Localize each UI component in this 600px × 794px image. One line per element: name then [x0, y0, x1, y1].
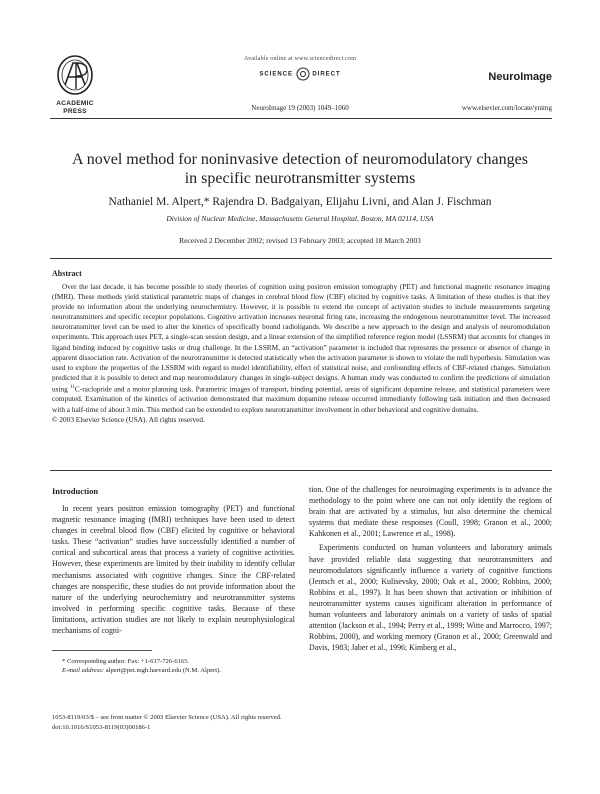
received-dates: Received 2 December 2002; revised 13 February 2003; accepted 18 March 2003	[179, 236, 421, 245]
abstract-copyright: © 2003 Elsevier Science (USA). All rights reserved.	[52, 414, 205, 424]
email-label: E-mail address:	[62, 667, 105, 674]
article-title	[40, 150, 560, 188]
introduction-heading: Introduction	[52, 486, 99, 496]
doi-line[interactable]: doi:10.1016/S1053-8119(03)00186-1	[52, 724, 151, 731]
email-address[interactable]: alpert@pet.mgh.harvard.edu (N.M. Alpert).	[104, 667, 221, 674]
publisher-name-line1: ACADEMIC	[56, 100, 94, 107]
abstract-text-part1: Over the last decade, it has become possible to study theories of cognition using positron emission tomography (PET) and functional magnetic resonance imaging (fMRI). These methods yield statistical parametric maps of changes in cerebral blood flow (CBF) elicited by cognitive tasks. A limitation of these studies is that they provide no information about the underlying neurochemistry. However, it is possible to extend the concept of activation studies to include measurements targeting neurotransmitters and specific receptor populations. Cognitive activation increases neuronal firing rate, increasing the endogenous neurotransmitter level. The increased neurotransmitter level can be used to alter the kinetics of specifically bound radioligands. We describe a new approach to the design and analysis of neuromodulation experiments. This approach uses PET, a single-scan session design, and a linear extension of the simplified reference region model (LSSRM) that accounts for changes in ligand binding induced by cognitive tasks or drug challenge. In the LSSRM, an “activation” parameter is included that represents the presence or absence of change in apparent dissociation rate. Activation of the neurotransmitter is detected statistically when the activation parameter is shown to violate the null hypothesis. Simulation was used to explore the properties of the LSSRM with regard to model identifiability, effect of statistical noise, and confounding effects of CBF-related changes. Simulation predicted that it is possible to detect and map neuromodulatory changes in single-subject designs. A human study was conducted to confirm the predictions of simulation using	[52, 282, 550, 394]
abstract-body	[52, 282, 550, 425]
author-list: Nathaniel M. Alpert,* Rajendra D. Badgaiyan, Elijahu Livni, and Alan J. Fischman	[108, 196, 492, 208]
journal-name: NeuroImage	[488, 71, 552, 83]
journal-url[interactable]: www.elsevier.com/locate/ynimg	[461, 104, 552, 112]
journal-citation: NeuroImage 19 (2003) 1049–1060	[251, 104, 349, 112]
intro-right-column	[309, 484, 552, 653]
email-footnote	[52, 666, 295, 675]
title-line-2: in specific neurotransmitter systems	[184, 170, 416, 187]
footnote-divider	[52, 650, 152, 651]
abstract-text-part2: C-raclopride and a motor planning task. Parametric images of transport, binding potential, areas of significant dopamine release, and statistical parameters were computed. Examination of the kinetics of activation demonstrated that maximum dopamine release occurred immediately following task initiation and then decreased with a half-time of about 3 min. This method can be extended to explore neurotransmitter involvement in other behavioral and cognitive domains.	[52, 384, 551, 414]
abstract-heading: Abstract	[52, 269, 82, 278]
publisher-name-line2: PRESS	[63, 108, 87, 115]
title-divider	[50, 258, 552, 259]
corresponding-author-footnote: * Corresponding author. Fax: +1-617-726-6165.	[62, 658, 190, 665]
title-line-1: A novel method for noninvasive detection of neuromodulatory changes	[72, 151, 528, 168]
sciencedirect-left-text: SCIENCE	[259, 71, 293, 78]
abstract-divider	[50, 470, 552, 471]
available-online-text: Available online at www.sciencedirect.com	[243, 56, 357, 62]
isotope-superscript: 11	[70, 384, 75, 390]
intro-right-para-2: Experiments conducted on human volunteers and laboratory animals have provided reliable data suggesting that neurotransmitters and neuromodulators significantly influence a variety of cognitive functions (Jentsch et al., 2000; Kulisevsky, 2000; Oak et al., 2000; Robbins, 2000; Robbins et al., 1997). It has been shown that activation or inhibition of neurotransmitter systems causes significant alteration in performance of human volunteers and laboratory animals on a variety of tasks of spatial attention (Jackson et al., 1994; Perry et al., 1999; Witte and Marrocco, 1997; Robbins, 2000), and working memory (Granon et al., 2000; Greenwald and Davis, 1983; Jaber et al., 1996; Kimberg et al.,	[309, 543, 552, 653]
intro-left-column: In recent years positron emission tomography (PET) and functional magnetic resonance imaging (fMRI) techniques have been used to detect changes in cerebral blood flow (CBF) elicited by cognitive or behavioral tasks. These “activation” studies have successfully identified a number of cortical and subcortical areas that process a variety of cognitive activities. However, these experiments are limited by their inability to identify cellular mechanisms associated with cognitive changes. Since the CBF-related changes are nonspecific, these studies do not provide information about the nature of the underlying neurochemistry and neurotransmitter systems involved in performing specific cognitive tasks. Because of these limitations, activation studies are not likely to explain neurophysiological mechanisms of cogni-	[52, 504, 295, 636]
header-divider	[50, 118, 552, 119]
intro-right-para-1: tion. One of the challenges for neuroimaging experiments is to advance the methodology to the point where one can not only identify the regions of brain that are activated by a stimulus, but also determine the chemical systems that mediate these responses (Coull, 1998; Granon et al., 2000; Kahkonen et al., 2001; Lawrence et al., 1998).	[309, 485, 552, 539]
affiliation: Division of Nuclear Medicine, Massachusetts General Hospital, Boston, MA 02114, USA	[166, 214, 434, 223]
sciencedirect-at-icon	[296, 67, 310, 81]
issn-line: 1053-8119/03/$ – see front matter © 2003 Elsevier Science (USA). All rights reserved.	[52, 714, 282, 721]
sciencedirect-right-text: DIRECT	[312, 71, 341, 78]
